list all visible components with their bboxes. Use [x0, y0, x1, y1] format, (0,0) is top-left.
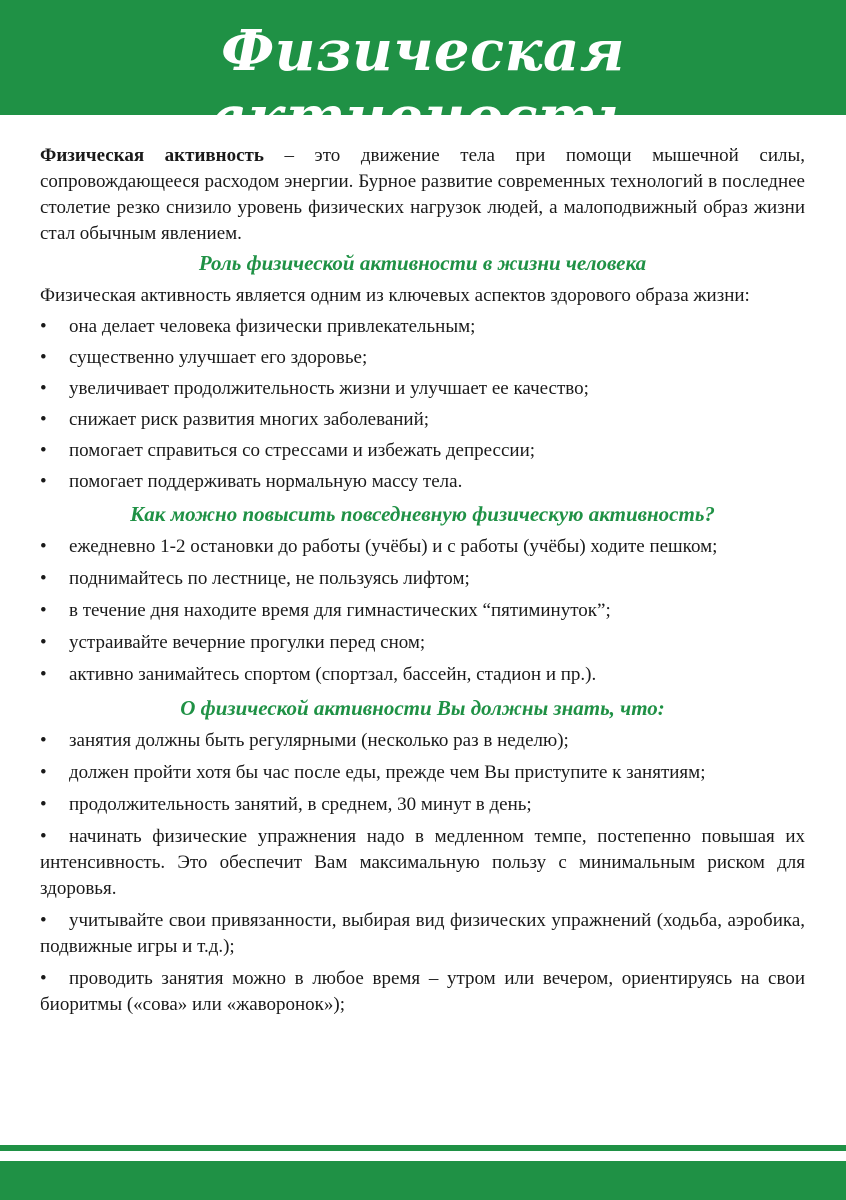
list-item — [40, 824, 805, 902]
list-item: • существенно улучшает его здоровье; — [40, 345, 805, 371]
list-item: • помогает справиться со стрессами и избежать депрессии; — [40, 438, 805, 464]
bullet: • — [40, 536, 47, 557]
bullet: • — [40, 664, 47, 685]
section1-lead: Физическая активность является одним из ключевых аспектов здорового образа жизни: — [40, 285, 750, 306]
section3-list — [40, 728, 805, 1018]
footer-stripe — [0, 1145, 846, 1151]
intro-term: Физическая активность — [40, 145, 264, 166]
list-item-text: должен пройти хотя бы час после еды, прежде чем Вы приступите к занятиям; — [69, 762, 706, 783]
list-item — [40, 908, 805, 960]
bullet: • — [40, 568, 47, 589]
footer-band — [0, 1161, 846, 1200]
bullet: • — [40, 968, 47, 989]
bullet: • — [40, 632, 47, 653]
list-item — [40, 598, 805, 624]
intro-text: – это движение тела при помощи мышечной силы, сопровождающееся расходом энергии. Бурное развитие современных технологий в последнее столетие резко снизило уровень физических нагрузок людей, а малоподвижный образ жизни стал обычным явлением. — [40, 145, 805, 244]
section3-heading: О физической активности Вы должны знать, что: — [180, 696, 665, 720]
list-item — [40, 966, 805, 1018]
list-item-text: проводить занятия можно в любое время – утром или вечером, ориентируясь на свои биоритмы («сова» или «жаворонок»); — [40, 968, 805, 1015]
list-item — [40, 728, 805, 754]
list-item-text: ежедневно 1-2 остановки до работы (учёбы) и с работы (учёбы) ходите пешком; — [69, 536, 718, 557]
intro-paragraph — [40, 143, 805, 247]
list-item-text: занятия должны быть регулярными (несколько раз в неделю); — [69, 730, 569, 751]
list-item — [40, 662, 805, 688]
bullet: • — [40, 762, 47, 783]
bullet: • — [40, 826, 47, 847]
list-item-text: продолжительность занятий, в среднем, 30 минут в день; — [69, 794, 532, 815]
list-item — [40, 534, 805, 560]
section1-heading: Роль физической активности в жизни человека — [198, 251, 647, 275]
list-item-text: в течение дня находите время для гимнастических “пятиминуток”; — [69, 600, 611, 621]
bullet: • — [40, 794, 47, 815]
document-body — [40, 143, 805, 1024]
section2-list — [40, 534, 805, 688]
list-item: • помогает поддерживать нормальную массу тела. — [40, 469, 805, 495]
bullet: • — [40, 600, 47, 621]
list-item: • снижает риск развития многих заболеваний; — [40, 407, 805, 433]
section2-heading: Как можно повысить повседневную физическую активность? — [130, 502, 715, 526]
bullet: • — [40, 910, 47, 931]
list-item: • увеличивает продолжительность жизни и улучшает ее качество; — [40, 376, 805, 402]
list-item-text: поднимайтесь по лестнице, не пользуясь лифтом; — [69, 568, 470, 589]
list-item-text: устраивайте вечерние прогулки перед сном; — [69, 632, 426, 653]
list-item — [40, 792, 805, 818]
section1-list — [40, 314, 805, 495]
bullet: • — [40, 730, 47, 751]
list-item — [40, 760, 805, 786]
list-item — [40, 566, 805, 592]
list-item: • она делает человека физически привлекательным; — [40, 314, 805, 340]
list-item-text: учитывайте свои привязанности, выбирая вид физических упражнений (ходьба, аэробика, подвижные игры и т.д.); — [40, 910, 805, 957]
list-item-text: начинать физические упражнения надо в медленном темпе, постепенно повышая их интенсивность. Это обеспечит Вам максимальную пользу с минимальным риском для здоровья. — [40, 826, 805, 899]
list-item — [40, 630, 805, 656]
list-item-text: активно занимайтесь спортом (спортзал, бассейн, стадион и пр.). — [69, 664, 597, 685]
page-title: Физическая активность — [210, 18, 636, 150]
